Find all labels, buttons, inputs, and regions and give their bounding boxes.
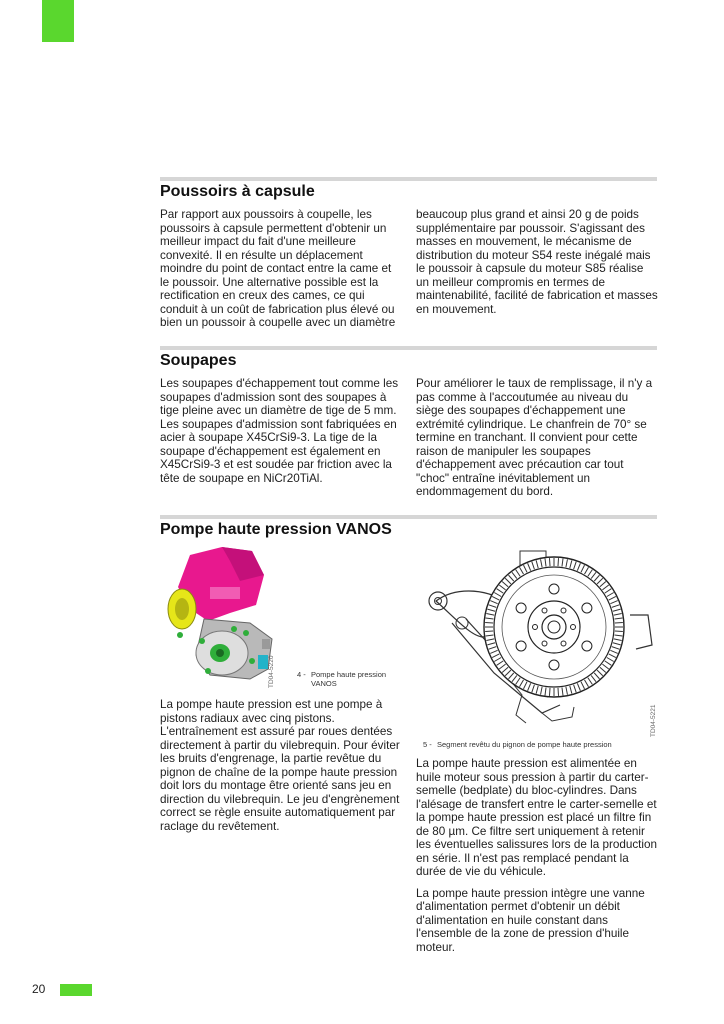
section-title-soupapes: Soupapes — [160, 352, 237, 369]
figure-4-caption — [297, 670, 407, 688]
poussoirs-paragraph-1: Par rapport aux poussoirs à coupelle, les poussoirs à capsule permettent d'obtenir un meilleur impact du fait d'une meilleure convexité. Il en résulte un déplacement moindre du point de contact entre la came et le poussoir. Une alternative possible est la rectification en creux des cames, ce qui conduit à un coût de fabrication plus élevé ou bien un poussoir à coupelle avec un diamètre — [160, 208, 396, 329]
figure-5-caption-text: Segment revêtu du pignon de pompe haute pression — [437, 740, 612, 749]
poussoirs-column-2 — [416, 208, 658, 324]
soupapes-paragraph-2: Pour améliorer le taux de remplissage, il n'y a pas comme à l'accoutumée au niveau du siège des soupapes d'échappement une extrémité cylindrique. Le chanfrein de 70° se termine en tranchant. Il convient pour cette raison de manipuler les soupapes d'échappement avec précaution car tout "choc" entraîne inévitablement un endommagement du bord. — [416, 377, 653, 498]
soupapes-column-2 — [416, 377, 658, 507]
pompe-column-2 — [416, 757, 658, 962]
chapter-tab-top — [42, 0, 74, 42]
section-rule-pompe — [160, 515, 657, 519]
pump-illustration — [160, 547, 280, 683]
figure-4-number: 4 - — [297, 670, 306, 679]
figure-5-caption — [423, 740, 653, 749]
chapter-tab-bottom — [60, 984, 92, 996]
section-title-pompe: Pompe haute pression VANOS — [160, 521, 392, 538]
gear-drawing — [422, 545, 660, 735]
section-title-poussoirs: Poussoirs à capsule — [160, 183, 315, 200]
poussoirs-paragraph-2: beaucoup plus grand et ainsi 20 g de poids supplémentaire par poussoir. S'agissant des masses en mouvement, le mécanisme de distribution du moteur S54 reste inégalé mais le poussoir à capsule du moteur S85 réalise un meilleur compromis en termes de maintenabilité, facilité de fabrication et masses en mouvement. — [416, 208, 658, 316]
section-rule-poussoirs — [160, 177, 657, 181]
pompe-paragraph-2: La pompe haute pression est alimentée en huile moteur sous pression à partir du carter-semelle (bedplate) du bloc-cylindres. Dans l'alésage de transfert entre le carter-semelle et la pompe haute pression est placé un filtre fin de 80 µm. Ce filtre sert uniquement à retenir les éventuelles salissures lors de la production en série. Il n'est pas remplacé pendant la durée de vie du véhicule. — [416, 757, 658, 878]
figure-5-number: 5 - — [423, 740, 432, 749]
soupapes-paragraph-1: Les soupapes d'échappement tout comme les soupapes d'admission sont des soupapes à tige pleine avec un diamètre de tige de 5 mm. Les soupapes d'admission sont fabriquées en acier à soupape X45CrSi9-3. La tige de la soupape d'échappement est également en X45CrSi9-3 et est soudée par friction avec la tête de soupape en NiCr20TiAl. — [160, 377, 399, 485]
poussoirs-column-1 — [160, 208, 402, 338]
pompe-paragraph-1: La pompe haute pression est une pompe à pistons radiaux avec cinq pistons. L'entraînement est assuré par roues dentées directement à partir du vilebrequin. Pour éviter les bruits d'engrenage, la partie revêtue du pignon de chaîne de la pompe haute pression doit lors du montage être orienté sans jeu en direction du vilebrequin. Le jeu d'engrènement correct se règle ensuite automatiquement par raclage du revêtement. — [160, 698, 400, 833]
section-rule-soupapes — [160, 346, 657, 350]
figure-4-caption-text: Pompe haute pression VANOS — [311, 670, 387, 688]
figure-4-code: TD04-5220 — [268, 655, 275, 688]
figure-5-code: TD04-5221 — [650, 704, 657, 737]
pompe-paragraph-3: La pompe haute pression intègre une vanne d'alimentation permet d'obtenir un débit d'alimentation en huile constant dans l'ensemble de la zone de pression d'huile moteur. — [416, 886, 645, 954]
soupapes-column-1 — [160, 377, 402, 493]
pompe-column-1 — [160, 698, 402, 841]
page-number: 20 — [32, 982, 46, 996]
